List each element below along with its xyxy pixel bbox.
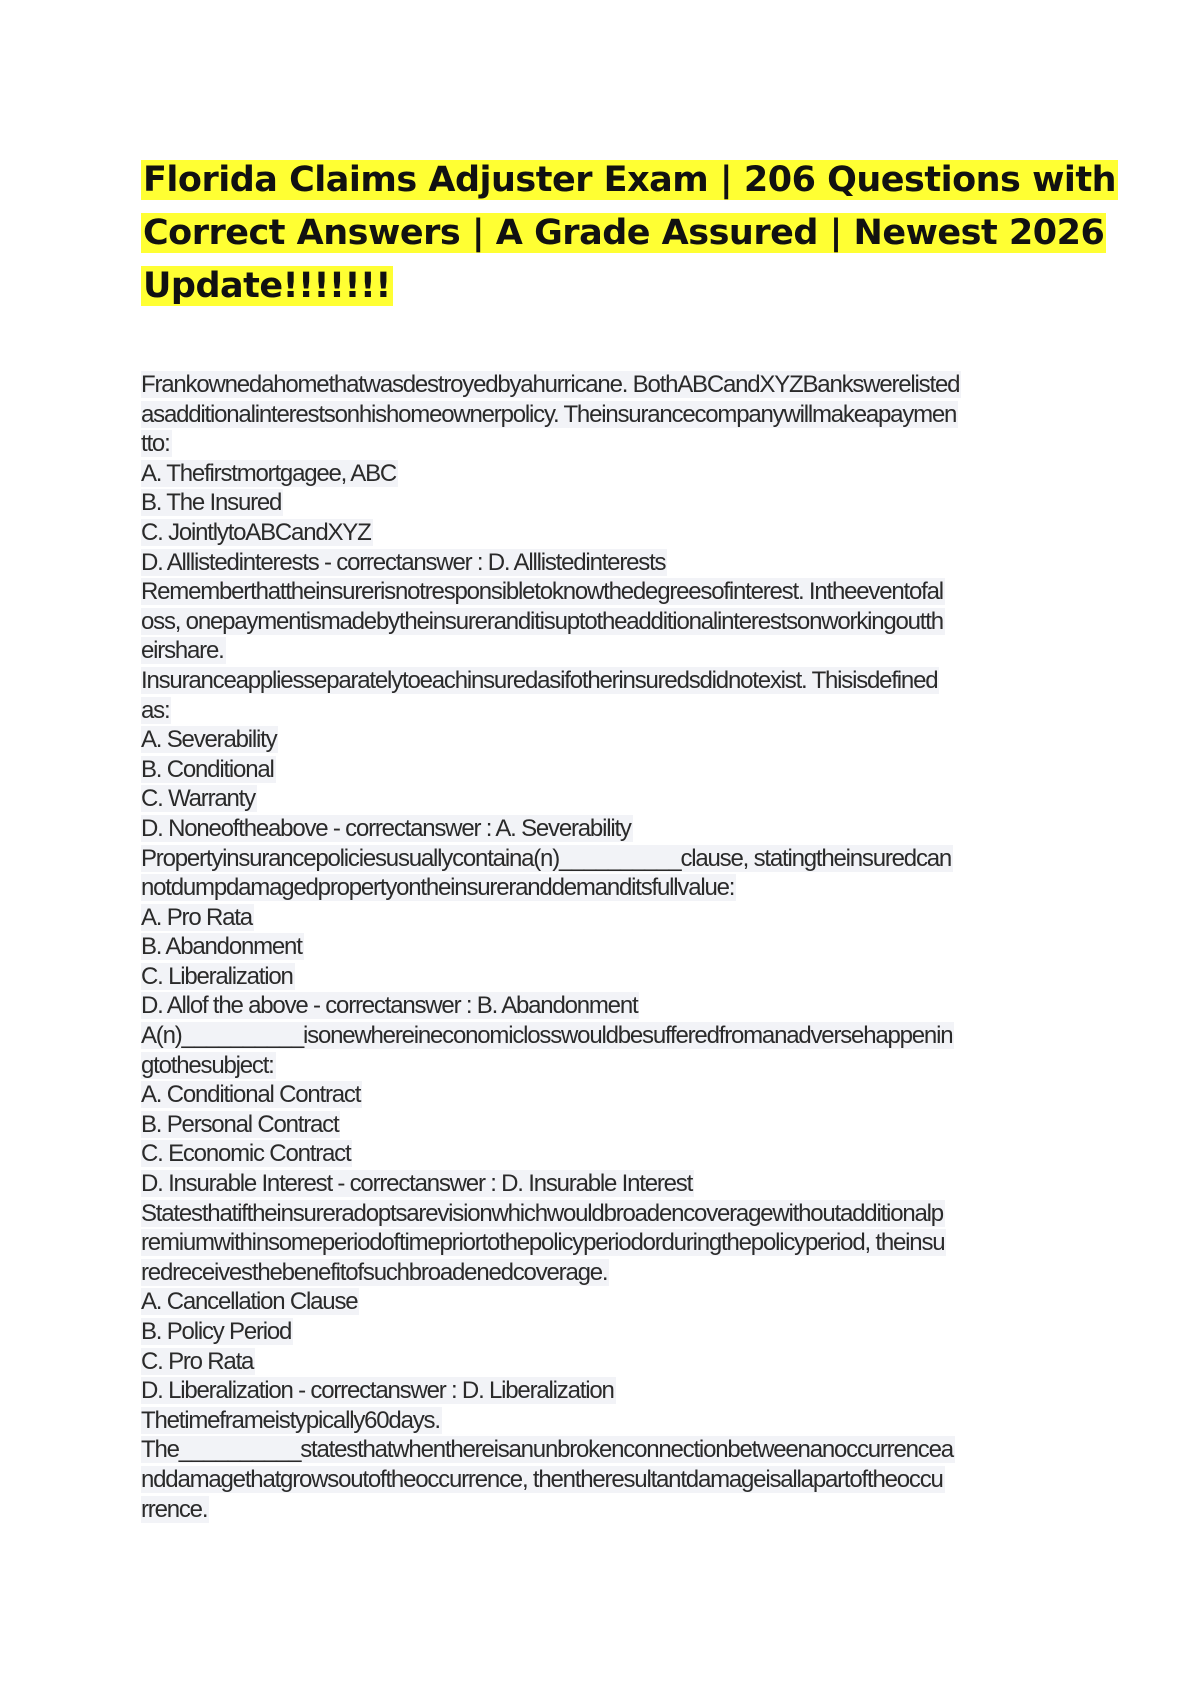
body-text-line: C. Pro Rata: [141, 1347, 254, 1375]
body-text-line: D. Allof the above - correctanswer : B. Abandonment: [141, 992, 638, 1020]
body-text-line: A. Severability: [141, 726, 277, 754]
body-text-line: nddamagethatgrowsoutoftheoccurrence, thentheresultantdamageisallapartoftheoccu: [141, 1465, 943, 1493]
body-text-line: D. Liberalization - correctanswer : D. Liberalization: [141, 1377, 614, 1405]
body-text-line: D. Insurable Interest - correctanswer : D. Insurable Interest: [141, 1170, 693, 1198]
title-line: Update!!!!!!!: [143, 266, 391, 306]
document-title: [141, 154, 1117, 313]
body-text-line: D. Noneoftheabove - correctanswer : A. Severability: [141, 814, 631, 842]
body-text-line: B. Policy Period: [141, 1318, 292, 1345]
body-text-line: Rememberthattheinsurerisnotresponsibletoknowthedegreesofinterest. Intheeventofal: [141, 578, 943, 606]
body-text-line: redreceivesthebenefitofsuchbroadenedcoverage.: [141, 1258, 608, 1286]
body-text-line: D. Alllistedinterests - correctanswer : D. Alllistedinterests: [141, 548, 666, 576]
body-text-line: gtothesubject:: [141, 1051, 274, 1079]
body-text-line: as:: [141, 696, 170, 724]
body-text-line: A. Cancellation Clause: [141, 1288, 358, 1316]
body-text-line: rrence.: [141, 1495, 208, 1523]
body-text-line: A(n)__________isonewhereineconomiclosswouldbesufferedfromanadversehappenin: [141, 1022, 953, 1050]
body-text-line: Frankownedahomethatwasdestroyedbyahurricane. BothABCandXYZBankswerelisted: [141, 371, 960, 398]
body-text-line: A. Pro Rata: [141, 903, 252, 931]
body-text-line: Thetimeframeistypically60days.: [141, 1406, 440, 1434]
body-text-line: The__________statesthatwhenthereisanunbrokenconnectionbetweenanoccurrencea: [141, 1436, 953, 1464]
body-text-line: C. Warranty: [141, 785, 255, 813]
body-text-line: remiumwithinsomeperiodoftimepriortothepolicyperiodorduringthepolicyperiod, theinsu: [141, 1229, 945, 1257]
title-line: Correct Answers | A Grade Assured | Newest 2026: [143, 213, 1105, 253]
title-line: Florida Claims Adjuster Exam | 206 Questions with: [143, 160, 1117, 200]
body-text-line: C. JointlytoABCandXYZ: [141, 518, 371, 546]
body-text-line: tto:: [141, 430, 170, 458]
body-text-line: eirshare.: [141, 637, 224, 665]
body-text-line: oss, onepaymentismadebytheinsureranditisuptotheadditionalinterestsonworkingoutth: [141, 607, 943, 635]
body-text-line: A. Conditional Contract: [141, 1081, 361, 1109]
body-text-line: B. The Insured: [141, 489, 282, 517]
body-text-line: C. Liberalization: [141, 962, 293, 990]
body-text-line: B. Personal Contract: [141, 1110, 339, 1138]
body-text-line: Propertyinsurancepoliciesusuallycontaina(n)__________clause, statingtheinsuredcan: [141, 844, 952, 872]
body-text-line: Insuranceappliesseparatelytoeachinsuredasifotherinsuredsdidnotexist. Thisisdefined: [141, 666, 938, 694]
body-text-line: A. Thefirstmortgagee, ABC: [141, 459, 397, 487]
body-text-line: B. Conditional: [141, 755, 274, 783]
body-text-line: asadditionalinterestsonhishomeownerpolicy. Theinsurancecompanywillmakeapaymen: [141, 400, 957, 428]
body-text-line: B. Abandonment: [141, 933, 302, 961]
body-text-line: Statesthatiftheinsureradoptsarevisionwhichwouldbroadencoveragewithoutadditionalp: [141, 1199, 943, 1227]
body-text-line: notdumpdamagedpropertyontheinsureranddemanditsfullvalue:: [141, 874, 735, 902]
document-body: [141, 370, 1071, 1524]
body-text-line: C. Economic Contract: [141, 1140, 351, 1168]
